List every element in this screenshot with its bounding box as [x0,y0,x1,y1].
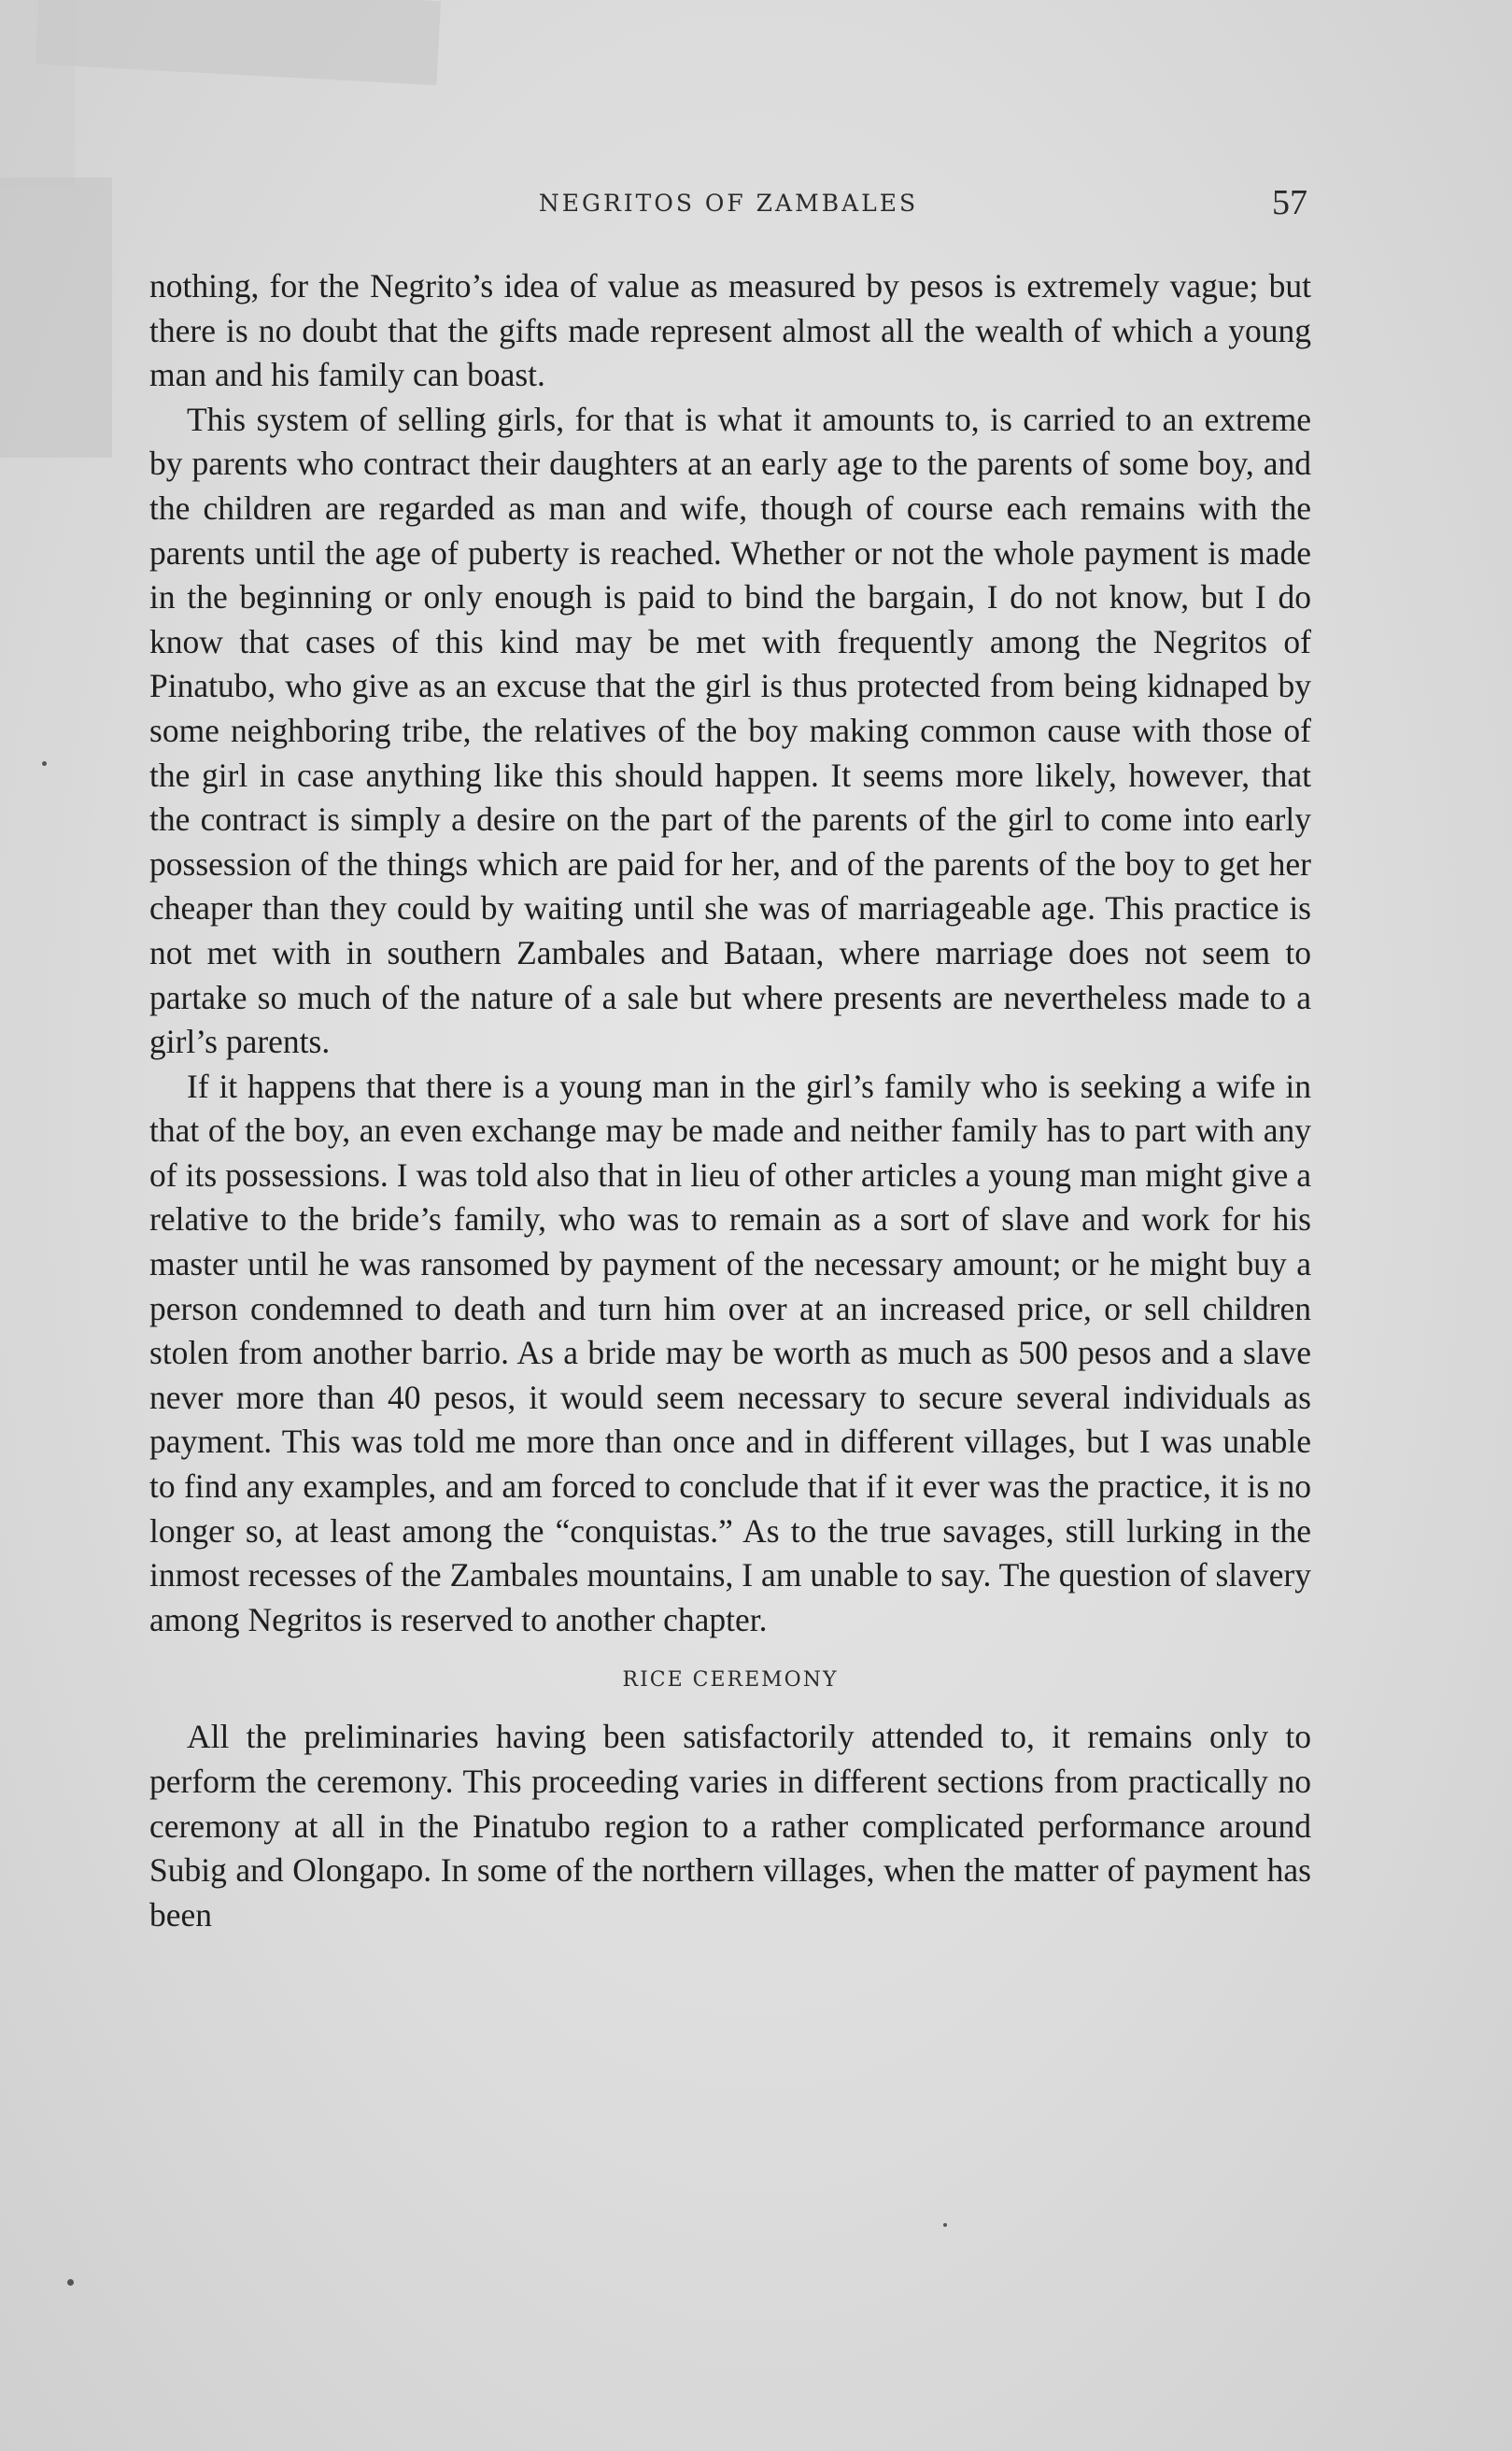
body-text [149,264,1311,1937]
speck [67,2279,74,2286]
speck [42,761,47,766]
section-heading: RICE CEREMONY [622,1668,839,1693]
page-number: 57 [1272,183,1307,222]
paragraph: All the preliminaries having been satisfactorily attended to, it remains only to perform the ceremony. This proceeding varies in different sections from practically no ceremony at all in the Pinatubo region to a rather complicated performance around Subig and Olongapo. In some of the northern villages, when the matter of payment has been [149,1718,1311,1934]
running-head [149,182,1307,229]
running-title: NEGRITOS OF ZAMBALES [538,190,919,217]
tape-mark [35,0,441,85]
paragraph: If it happens that there is a young man in the girl’s family who is seeking a wife in that of the boy, an even exchange may be made and neither family has to part with any of its possessions. I was told also that in lieu of other articles a young man might give a relative to the bride’s family, who was to remain as a sort of slave and work for his master until he was ransomed by payment of the necessary amount; or he might buy a person condemned to death and turn him over at an increased price, or sell children stolen from another barrio. As a bride may be worth as much as 500 pesos and a slave never more than 40 pesos, it would seem necessary to secure several individuals as payment. This was told me more than once and in different villages, but I was unable to find any examples, and am forced to conclude that if it ever was the practice, it is no longer so, at least among the “conquistas.” As to the true savages, still lurking in the inmost recesses of the Zambales mountains, I am unable to say. The question of slavery among Negritos is reserved to another chapter. [149,1067,1311,1638]
tape-mark [0,177,112,458]
speck [943,2223,947,2227]
paragraph: This system of selling girls, for that is what it amounts to, is carried to an extreme by parents who contract their daughters at an early age to the parents of some boy, and the children are regarded as man and wife, though of course each remains with the parents until the age of puberty is reached. Whether or not the whole payment is made in the beginning or only enough is paid to bind the bargain, I do not know, but I do know that cases of this kind may be met with frequently among the Negritos of Pinatubo, who give as an excuse that the girl is thus protected from being kidnaped by some neighboring tribe, the relatives of the boy making common cause with those of the girl in case anything like this should happen. It seems more likely, however, that the contract is simply a desire on the part of the parents of the girl to come into early possession of the things which are paid for her, and of the parents of the boy to get her cheaper than they could by waiting until she was of marriageable age. This practice is not met with in southern Zambales and Bataan, where marriage does not seem to partake so much of the nature of a sale but where presents are nevertheless made to a girl’s parents. [149,400,1311,1061]
paragraph: nothing, for the Negrito’s idea of value as measured by pesos is extremely vague; but there is no doubt that the gifts made represent almost all the wealth of which a young man and his family can boast. [149,267,1311,394]
